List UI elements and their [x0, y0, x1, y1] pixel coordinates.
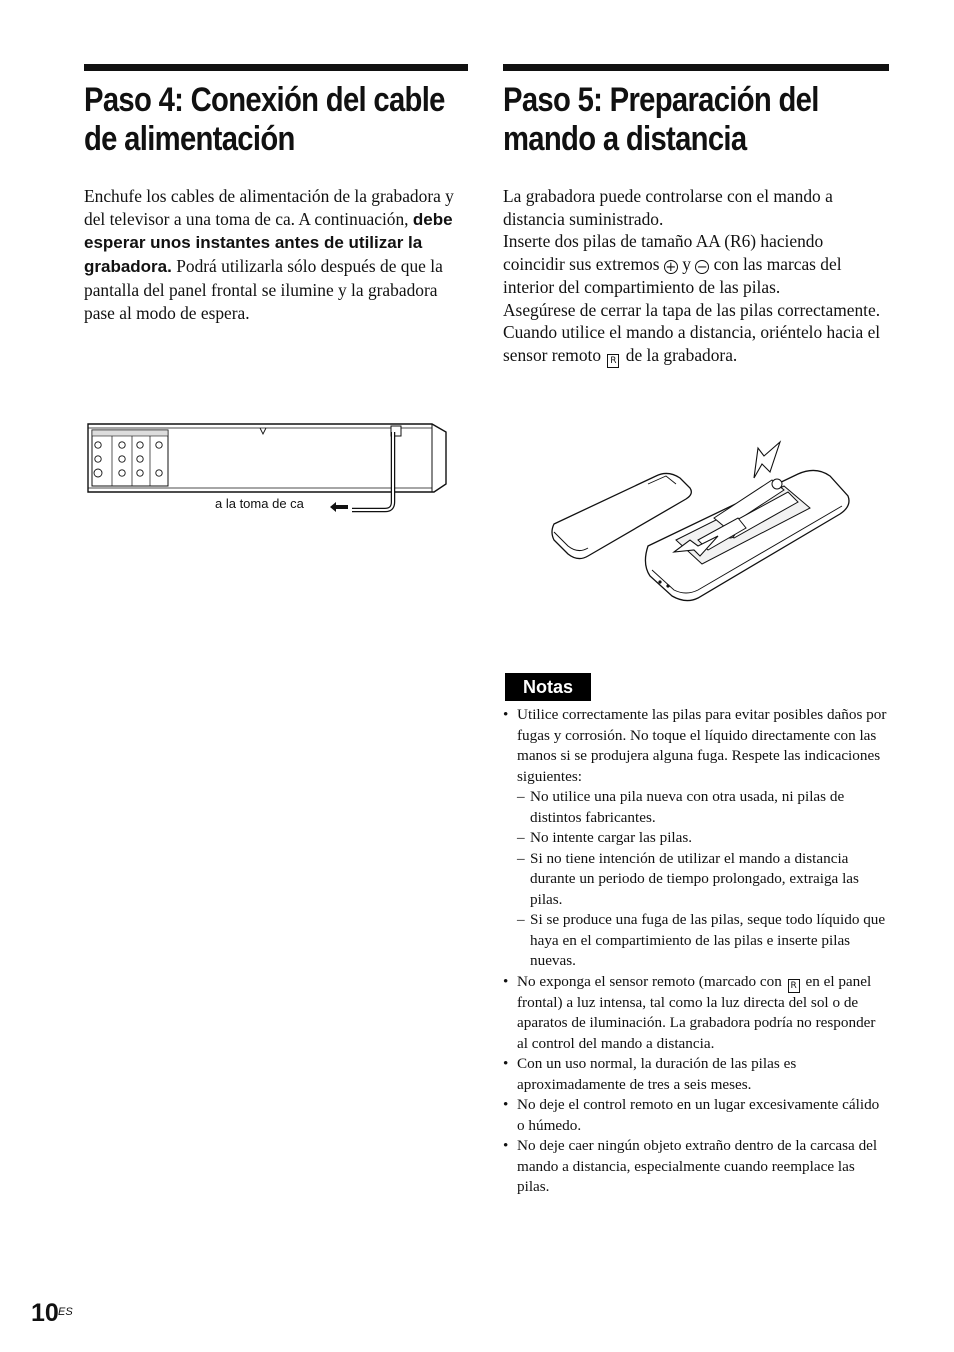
list-item: – No utilice una pila nueva con otra usada, ni pilas de distintos fabricantes. — [517, 788, 845, 826]
notes-badge: Notas — [505, 673, 591, 701]
step4-title: Paso 4: Conexión del cable de alimentación — [84, 81, 445, 158]
list-item: • Utilice correctamente las pilas para evitar posibles daños por fugas y corrosión. No toque el líquido directamente con las manos si se produjera alguna fuga. Respete las indicaciones siguientes: – No utilice una pila nueva con otra usada, ni pilas de distintos fabricantes. – No intente cargar las pilas. – Si no tiene intención de utilizar el mando a distancia durante un periodo de tiempo prolongado, extraiga las pilas. – Si se produce una fuga de las pilas, seque todo líquido que haya en el compartimiento de las pilas e inserte pilas nuevas. — [503, 705, 889, 972]
step4-paragraph: Enchufe los cables de alimentación de la grabadora y del televisor a una toma de ca. A continuación, debe esperar unos instantes antes de utilizar la grabadora. Podrá utilizarla sólo después de que la pantalla del panel frontal se ilumine y la grabadora pase al modo de espera. — [84, 186, 454, 323]
notes-list — [503, 705, 889, 1198]
section-step5 — [503, 64, 889, 368]
list-item: – Si se produce una fuga de las pilas, seque todo líquido que haya en el compartimiento de las pilas e inserte pilas nuevas. — [517, 911, 886, 969]
list-item: • Con un uso normal, la duración de las pilas es aproximadamente de tres a seis meses. — [503, 1055, 797, 1093]
list-item: – Si no tiene intención de utilizar el mando a distancia durante un periodo de tiempo prolongado, extraiga las pilas. — [517, 849, 859, 908]
list-item: • No deje el control remoto en un lugar excesivamente cálido o húmedo. — [503, 1096, 880, 1134]
page-number: 10 — [31, 1299, 59, 1327]
sub-list — [517, 787, 889, 972]
section-rule — [503, 64, 889, 71]
list-item: • No deje caer ningún objeto extraño dentro de la carcasa del mando a distancia, especialmente cuando reemplace las pilas. — [503, 1137, 878, 1195]
section-rule — [84, 64, 468, 71]
ac-outlet-label: a la toma de ca — [215, 496, 304, 511]
list-item: – No intente cargar las pilas. — [517, 829, 693, 846]
remote-sensor-icon: R — [788, 979, 800, 993]
page-language-suffix: ES — [58, 1306, 73, 1318]
list-item: • No exponga el sensor remoto (marcado con R en el panel frontal) a luz intensa, tal como la luz directa del sol o de aparatos de iluminación. La grabadora podría no responder al control del mando a distancia. — [503, 972, 876, 1052]
remote-battery-illustration — [548, 436, 853, 606]
step5-paragraph-3: Asegúrese de cerrar la tapa de las pilas correctamente. Cuando utilice el mando a distancia, oriéntelo hacia el sensor remoto R de la grabadora. — [503, 299, 881, 366]
minus-terminal-icon: − — [696, 260, 708, 276]
section-step4 — [84, 64, 468, 324]
step5-paragraph-2: Inserte dos pilas de tamaño AA (R6) haciendo coincidir sus extremos + y − con las marcas del interior del compartimiento de las pilas. — [503, 231, 842, 297]
step5-title: Paso 5: Preparación del mando a distancia — [503, 81, 819, 158]
step5-paragraph-1: La grabadora puede controlarse con el mando a distancia suministrado. — [503, 186, 833, 229]
plus-terminal-icon: + — [665, 260, 677, 276]
remote-sensor-icon: R — [607, 354, 619, 368]
